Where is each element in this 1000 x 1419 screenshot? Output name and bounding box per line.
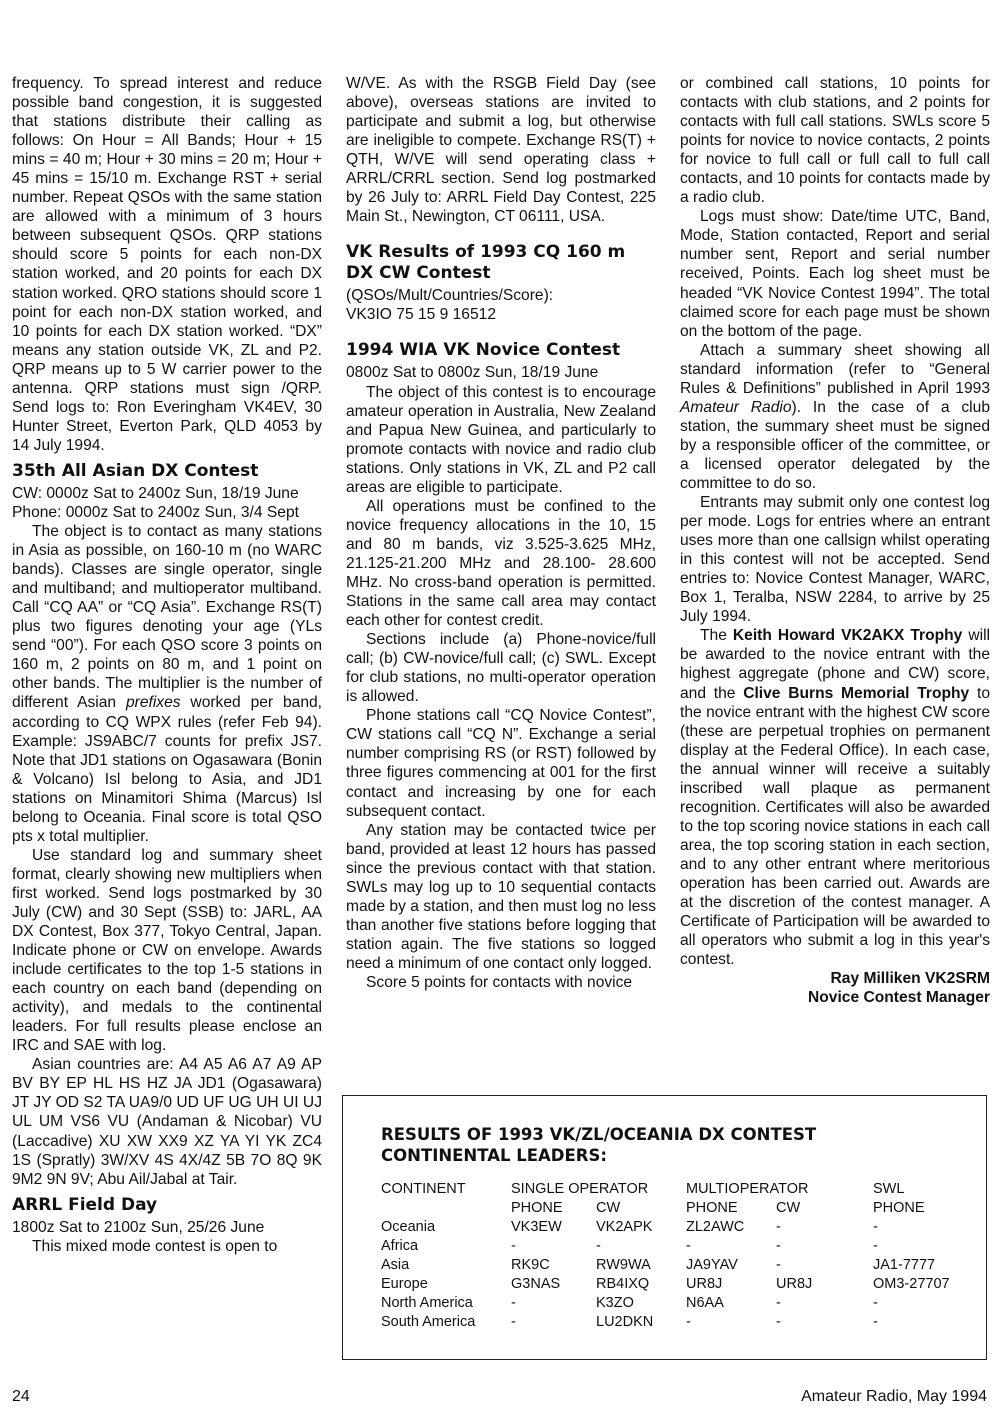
paragraph: or combined call stations, 10 points for contacts with club stations, and 2 points for contacts with full call stations. SWLs score 5 points for novice to novice contacts, 2 points for novice to full call or full call to full call contacts, and 10 points for contacts made by a radio club. [680, 75, 990, 207]
paragraph: Any station may be contacted twice per band, provided at least 12 hours has passed since the previous contact with that station. SWLs may log up to 10 sequential contacts made by a station, and then must log no less than another five stations before logging that station again. The five stations so logged need a minimum of one contact only logged. [346, 821, 656, 972]
result-cell: - [686, 1314, 691, 1330]
result-cell: - [511, 1314, 516, 1330]
column-1 [12, 74, 322, 1256]
result-cell: RW9WA [596, 1257, 651, 1273]
header-phone: PHONE [873, 1200, 925, 1216]
result-cell: - [873, 1295, 878, 1311]
paragraph: Entrants may submit only one contest log per mode. Logs for entries where an entrant uses more than one callsign whilst operating in this contest will not be accepted. Send entries to: Novice Contest Manager, WARC, Box 1, Teralba, NSW 2284, to arrive by 25 July 1994. [680, 494, 990, 626]
result-cell: UR8J [776, 1276, 813, 1292]
header-phone: PHONE [686, 1200, 738, 1216]
paragraph: Logs must show: Date/time UTC, Band, Mode, Station contacted, Report and serial number sent, Report and serial number received, Points. Each log sheet must be headed “VK Novice Contest 1994”. The total claimed score for each page must be shown on the bottom of the page. [680, 208, 990, 340]
result-cell: VK2APK [596, 1219, 653, 1235]
signature-title: Novice Contest Manager [808, 989, 990, 1007]
header-continent: CONTINENT [381, 1181, 466, 1197]
column-2 [346, 74, 656, 992]
result-cell: - [873, 1314, 878, 1330]
table-row [381, 1237, 973, 1256]
signature-name: Ray Milliken VK2SRM [830, 970, 990, 988]
continent-cell: Oceania [381, 1219, 436, 1235]
paragraph: Phone stations call “CQ Novice Contest”, CW stations call “CQ N”. Exchange a serial number comprising RS (or RST) followed by three figures commencing at 001 for the first contact and increasing by one for each subsequent contact. [346, 707, 656, 820]
paragraph: This mixed mode contest is open to [32, 1237, 278, 1255]
paragraph: All operations must be confined to the novice frequency allocations in the 10, 15 and 80 m bands, viz 3.525-3.625 MHz, 21.125-21.200 MHz and 28.100- 28.600 MHz. No cross-band operation is permitted. Stations in the same call area may contact each other for contest credit. [346, 497, 656, 630]
result-cell: OM3-27707 [873, 1276, 950, 1292]
table-header-row [381, 1180, 973, 1199]
result-cell: JA9YAV [686, 1257, 738, 1273]
contest-time: 1800z Sat to 2100z Sun, 25/26 June [12, 1218, 265, 1236]
section-heading-all-asian: 35th All Asian DX Contest [12, 460, 259, 481]
header-multioperator: MULTIOPERATOR [686, 1181, 809, 1197]
result-cell: JA1-7777 [873, 1257, 936, 1273]
column-3 [680, 74, 990, 1007]
result-cell: UR8J [686, 1276, 723, 1292]
paragraph: The object is to contact as many stations in Asia as possible, on 160-10 m (no WARC bands). Classes are single operator, single and multiband; and multioperator multiband. Call “CQ AA” or “CQ Asia”. Exchange RS(T) plus two figures denoting your age (YLs send “00”). For each QSO score 3 points on 160 m, 2 points on 80 m, and 1 point on other bands. The multiplier is the number of different Asian prefixes worked per band, according to CQ WPX rules (refer Feb 94). Example: JS9ABC/7 counts for prefix JS7. Note that JD1 stations on Ogasawara (Bonin & Volcano) Isl belong to Asia, and JD1 stations on Minamitori Shima (Marcus) Isl belong to Oceania. Final score is total QSO pts x total multiplier. [12, 523, 323, 845]
continent-cell: North America [381, 1295, 473, 1311]
results-header: (QSOs/Mult/Countries/Score): [346, 287, 554, 305]
header-swl: SWL [873, 1181, 905, 1197]
section-heading-novice: 1994 WIA VK Novice Contest [346, 340, 621, 361]
result-cell: RK9C [511, 1257, 550, 1273]
result-cell: - [511, 1295, 516, 1311]
result-cell: RB4IXQ [596, 1276, 650, 1292]
table-row [381, 1275, 973, 1294]
result-cell: - [776, 1219, 781, 1235]
paragraph: W/VE. As with the RSGB Field Day (see above), overseas stations are invited to participate and submit a log, but otherwise are ineligible to compete. Exchange RS(T) + QTH, W/VE will send operating class + ARRL/CRRL section. Send log postmarked by 26 July to: ARRL Field Day Contest, 225 Main St., Newington, CT 06111, USA. [346, 75, 656, 226]
result-cell: - [686, 1238, 691, 1254]
result-cell: - [596, 1238, 601, 1254]
table-row [381, 1313, 973, 1332]
paragraph: Attach a summary sheet showing all standard information (refer to “General Rules & Definitions” published in April 1993 Amateur Radio). In the case of a club station, the summary sheet must be signed by a responsible officer of the committee, or a licensed operator delegated by the committee to do so. [680, 341, 990, 492]
result-cell: - [776, 1314, 781, 1330]
result-cell: - [776, 1257, 781, 1273]
results-title: RESULTS OF 1993 VK/ZL/OCEANIA DX CONTEST CONTINENTAL LEADERS: [381, 1125, 817, 1165]
continent-cell: Africa [381, 1238, 419, 1254]
contest-time-phone: Phone: 0000z Sat to 2400z Sun, 3/4 Sept [12, 503, 299, 521]
table-row [381, 1294, 973, 1313]
publication-footer: Amateur Radio, May 1994 [801, 1388, 987, 1405]
table-row [381, 1218, 973, 1237]
paragraph: Asian countries are: A4 A5 A6 A7 A9 AP BV BY EP HL HS HZ JA JD1 (Ogasawara) JT JY OD S2 TA UA9/0 UD UF UG UH UI UJ UL UM VS6 VU (Andaman & Nicobar) VU (Laccadive) XU XW XX9 XZ YA YI YK ZC4 1S (Spratly) 3W/XV 4S 4X/4Z 5B 7O 8Q 9K 9M2 9N 9V; Abu Ail/Jabal at Tair. [12, 1056, 322, 1188]
result-cell: ZL2AWC [686, 1219, 745, 1235]
result-cell: - [873, 1238, 878, 1254]
paragraph: Score 5 points for contacts with novice [366, 973, 633, 991]
header-cw: CW [596, 1200, 621, 1216]
result-cell: VK3EW [511, 1219, 562, 1235]
paragraph: The Keith Howard VK2AKX Trophy will be awarded to the novice entrant with the highest aggregate (phone and CW) score, and the Clive Burns Memorial Trophy to the novice entrant with the highest CW score (these are perpetual trophies on permanent display at the Federal Office). In each case, the annual winner will receive a suitably inscribed wall plaque as permanent recognition. Certificates will also be awarded to the top scoring novice stations in each call area, the top scoring station in each section, and to any other entrant where meritorious operation has been carried out. Awards are at the discretion of the contest manager. A Certificate of Participation will be awarded to all operators who submit a log in this year's contest. [680, 627, 991, 969]
results-line: VK3IO 75 15 9 16512 [346, 306, 496, 324]
header-cw: CW [776, 1200, 801, 1216]
paragraph: Use standard log and summary sheet format, clearly showing new multipliers when first worked. Send logs postmarked by 30 July (CW) and 30 Sept (SSB) to: JARL, AA DX Contest, Box 377, Tokyo Central, Japan. Indicate phone or CW on envelope. Awards include certificates to the top 1-5 stations in each country on each band (depending on activity), and medals to the continental leaders. For full results please enclose an IRC and SAE with log. [12, 846, 322, 1055]
header-single-operator: SINGLE OPERATOR [511, 1181, 649, 1197]
contest-time: 0800z Sat to 0800z Sun, 18/19 June [346, 364, 599, 382]
paragraph: frequency. To spread interest and reduce possible band congestion, it is suggested that stations distribute their calling as follows: On Hour = All Bands; Hour + 15 mins = 40 m; Hour + 30 mins = 20 m; Hour + 45 mins = 15/10 m. Exchange RST + serial number. Repeat QSOs with the same station are allowed with a minimum of 3 hours between subsequent QSOs. QRP stations should score 5 points for each non-DX station worked, and 20 points for each DX station worked. QRO stations should score 1 point for each non-DX station worked, and 10 points for each DX station worked. “DX” means any station outside VK, ZL and P2. QRP means up to 5 W carrier power to the antenna. QRP stations must sign /QRP. Send logs to: Ron Everingham VK4EV, 30 Hunter Street, Everton Park, QLD 4053 by 14 July 1994. [12, 75, 322, 454]
section-heading-arrl: ARRL Field Day [12, 1194, 158, 1215]
result-cell: - [873, 1219, 878, 1235]
header-phone: PHONE [511, 1200, 563, 1216]
continent-cell: Asia [381, 1257, 410, 1273]
continent-cell: South America [381, 1314, 476, 1330]
result-cell: LU2DKN [596, 1314, 654, 1330]
paragraph: Sections include (a) Phone-novice/full call; (b) CW-novice/full call; (c) SWL. Except for club stations, no multi-operator operation is allowed. [346, 631, 656, 706]
result-cell: N6AA [686, 1295, 724, 1311]
contest-time-cw: CW: 0000z Sat to 2400z Sun, 18/19 June [12, 484, 299, 502]
results-box [342, 1095, 987, 1360]
result-cell: - [776, 1295, 781, 1311]
continent-cell: Europe [381, 1276, 428, 1292]
result-cell: - [776, 1238, 781, 1254]
result-cell: G3NAS [511, 1276, 561, 1292]
table-subheader-row [381, 1199, 973, 1218]
results-table [381, 1180, 973, 1332]
result-cell: - [511, 1238, 516, 1254]
table-row [381, 1256, 973, 1275]
result-cell: K3ZO [596, 1295, 634, 1311]
paragraph: The object of this contest is to encourage amateur operation in Australia, New Zealand and Papua New Guinea, and particularly to promote contacts with novice and radio club stations. Only stations in VK, ZL and P2 call areas are eligible to participate. [346, 383, 656, 496]
section-heading-vk-results: VK Results of 1993 CQ 160 m DX CW Contest [346, 242, 626, 284]
page-number: 24 [12, 1388, 30, 1405]
